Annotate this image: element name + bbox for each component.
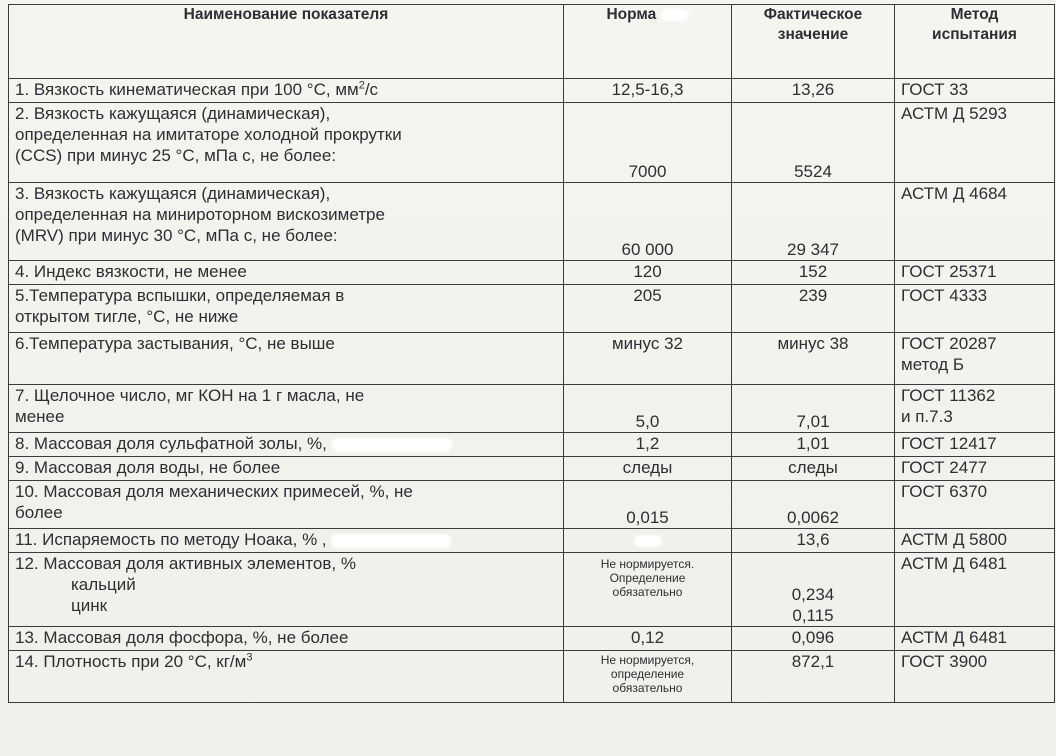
- row-method: ГОСТ 25371: [895, 261, 1055, 285]
- table-row: [9, 651, 1055, 703]
- row-fact: 5524: [732, 103, 895, 183]
- row-norma: 5,0: [564, 385, 732, 433]
- row-norma: Не нормируется, определение обязательно: [564, 651, 732, 703]
- row-norma: 1,2: [564, 433, 732, 457]
- row-fact: 7,01: [732, 385, 895, 433]
- row-method: АСТМ Д 4684: [895, 183, 1055, 261]
- row-name: 9. Массовая доля воды, не более: [9, 457, 564, 481]
- row-fact: минус 38: [732, 333, 895, 385]
- row-norma: следы: [564, 457, 732, 481]
- row-fact: 1,01: [732, 433, 895, 457]
- row-fact: 0,234 0,115: [732, 553, 895, 627]
- table-row: [9, 457, 1055, 481]
- row-method: ГОСТ 6370: [895, 481, 1055, 529]
- row-norma: минус 32: [564, 333, 732, 385]
- row-norma: 0,12: [564, 627, 732, 651]
- redacted-mark: [332, 438, 452, 452]
- row-name: 11. Испаряемость по методу Ноака, % ,: [9, 529, 564, 553]
- row-fact: 13,6: [732, 529, 895, 553]
- row-name: 1. Вязкость кинематическая при 100 °С, $мм^2/с$: [9, 79, 564, 103]
- table-row: [9, 79, 1055, 103]
- table-row: [9, 183, 1055, 261]
- row-norma: 12,5-16,3: [564, 79, 732, 103]
- table-row: [9, 529, 1055, 553]
- row-fact: 152: [732, 261, 895, 285]
- table-row: [9, 285, 1055, 333]
- redacted-mark: [634, 535, 662, 547]
- row-method: АСТМ Д 6481: [895, 627, 1055, 651]
- row-name: 5.Температура вспышки, определяемая в открытом тигле, °С, не ниже: [9, 285, 564, 333]
- redacted-mark: [331, 534, 451, 548]
- header-method: Метод испытания: [895, 5, 1055, 79]
- table-row: [9, 627, 1055, 651]
- redacted-mark: [661, 9, 689, 21]
- row-fact: 0,0062: [732, 481, 895, 529]
- row-method: АСТМ Д 5800: [895, 529, 1055, 553]
- row-norma: 7000: [564, 103, 732, 183]
- row-name: 4. Индекс вязкости, не менее: [9, 261, 564, 285]
- row-method: ГОСТ 11362 и п.7.3: [895, 385, 1055, 433]
- row-name: 8. Массовая доля сульфатной золы, %,: [9, 433, 564, 457]
- row-norma: [564, 529, 732, 553]
- row-name: 12. Массовая доля активных элементов, % кальций цинк: [9, 553, 564, 627]
- row-name: 7. Щелочное число, мг КОН на 1 г масла, не менее: [9, 385, 564, 433]
- row-norma: Не нормируется. Определение обязательно: [564, 553, 732, 627]
- row-method: АСТМ Д 5293: [895, 103, 1055, 183]
- row-norma: 0,015: [564, 481, 732, 529]
- row-name: 14. Плотность при 20 °С, $кг/м^3$: [9, 651, 564, 703]
- row-method: ГОСТ 2477: [895, 457, 1055, 481]
- row-name: 6.Температура застывания, °С, не выше: [9, 333, 564, 385]
- table-row: [9, 433, 1055, 457]
- table-row: [9, 481, 1055, 529]
- row-fact: следы: [732, 457, 895, 481]
- row-fact: 0,096: [732, 627, 895, 651]
- table-row: [9, 553, 1055, 627]
- row-method: ГОСТ 4333: [895, 285, 1055, 333]
- table-row: [9, 103, 1055, 183]
- header-norma: Норма: [564, 5, 732, 79]
- row-name: 2. Вязкость кажущаяся (динамическая), определенная на имитаторе холодной прокрутки (CCS) при минус 25 °С, мПа с, не более:: [9, 103, 564, 183]
- specification-table: [8, 4, 1055, 703]
- row-fact: 239: [732, 285, 895, 333]
- row-norma: 205: [564, 285, 732, 333]
- row-fact: 29 347: [732, 183, 895, 261]
- row-name: 3. Вязкость кажущаяся (динамическая), определенная на минироторном вискозиметре (MRV) при минус 30 °С, мПа с, не более:: [9, 183, 564, 261]
- row-norma: 60 000: [564, 183, 732, 261]
- table-row: [9, 261, 1055, 285]
- row-norma: 120: [564, 261, 732, 285]
- row-fact: 872,1: [732, 651, 895, 703]
- header-fact: Фактическое значение: [732, 5, 895, 79]
- row-name: 10. Массовая доля механических примесей, %, не более: [9, 481, 564, 529]
- header-name: Наименование показателя: [9, 5, 564, 79]
- row-fact: 13,26: [732, 79, 895, 103]
- row-name: 13. Массовая доля фосфора, %, не более: [9, 627, 564, 651]
- table-row: [9, 385, 1055, 433]
- row-method: ГОСТ 20287 метод Б: [895, 333, 1055, 385]
- row-method: ГОСТ 12417: [895, 433, 1055, 457]
- row-method: ГОСТ 3900: [895, 651, 1055, 703]
- table-row: [9, 333, 1055, 385]
- row-method: ГОСТ 33: [895, 79, 1055, 103]
- header-row: [9, 5, 1055, 79]
- row-method: АСТМ Д 6481: [895, 553, 1055, 627]
